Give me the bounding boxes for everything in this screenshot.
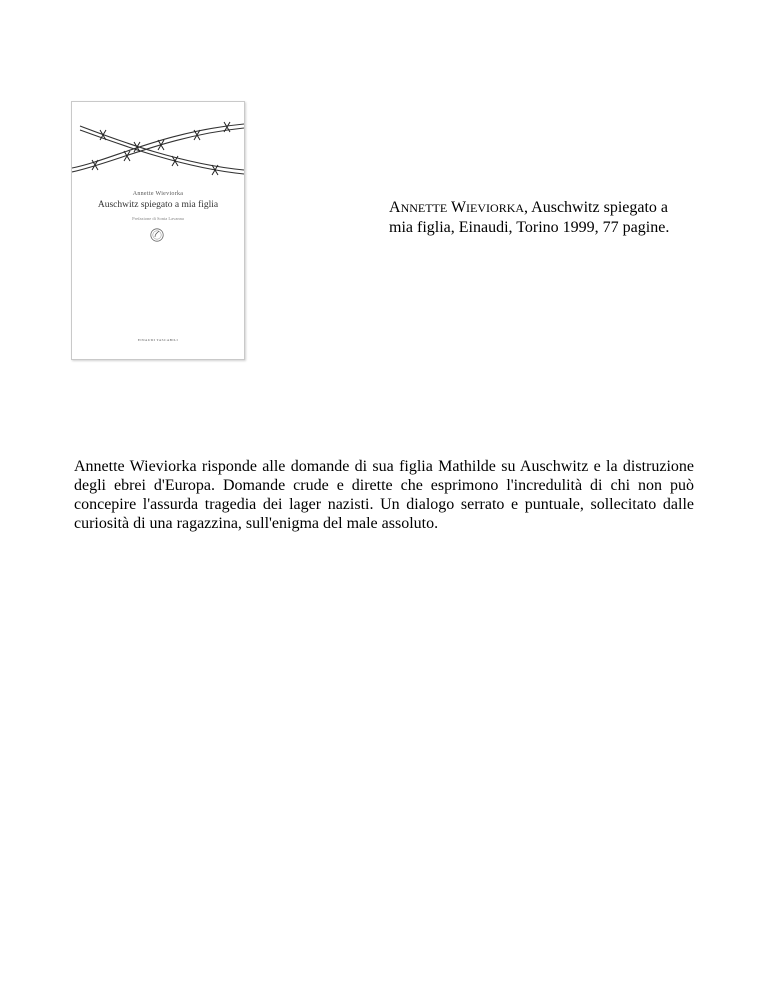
author-first-initial: A	[389, 199, 401, 216]
cover-title: Auschwitz spiegato a mia figlia	[97, 200, 219, 210]
cover-publisher: EINAUDI TASCABILI	[137, 338, 179, 342]
book-citation	[389, 198, 689, 238]
citation-details: , Auschwitz spiegato a mia figlia, Einaudi, Torino 1999, 77 pagine.	[389, 199, 670, 236]
einaudi-ostrich-logo-icon	[150, 228, 164, 242]
author-first-rest: NNETTE	[400, 201, 448, 215]
barbed-wire-icon	[72, 102, 244, 192]
author-last-initial: W	[450, 199, 467, 216]
cover-preface: Prefazione di Sonia Lavanna	[132, 216, 184, 221]
author-last-rest: IEVIORKA	[466, 201, 525, 215]
book-description: Annette Wieviorka risponde alle domande di sua figlia Mathilde su Auschwitz e la distruzione degli ebrei d'Europa. Domande crude e dirette che esprimono l'incredulità di chi non può concepire l'assurda tragedia dei lager nazisti. Un dialogo serrato e puntuale, sollecitato dalle curiosità di una ragazzina, sull'enigma del male assoluto.	[74, 458, 694, 532]
book-cover	[71, 101, 245, 360]
cover-author: Annette Wieviorka	[132, 191, 184, 197]
